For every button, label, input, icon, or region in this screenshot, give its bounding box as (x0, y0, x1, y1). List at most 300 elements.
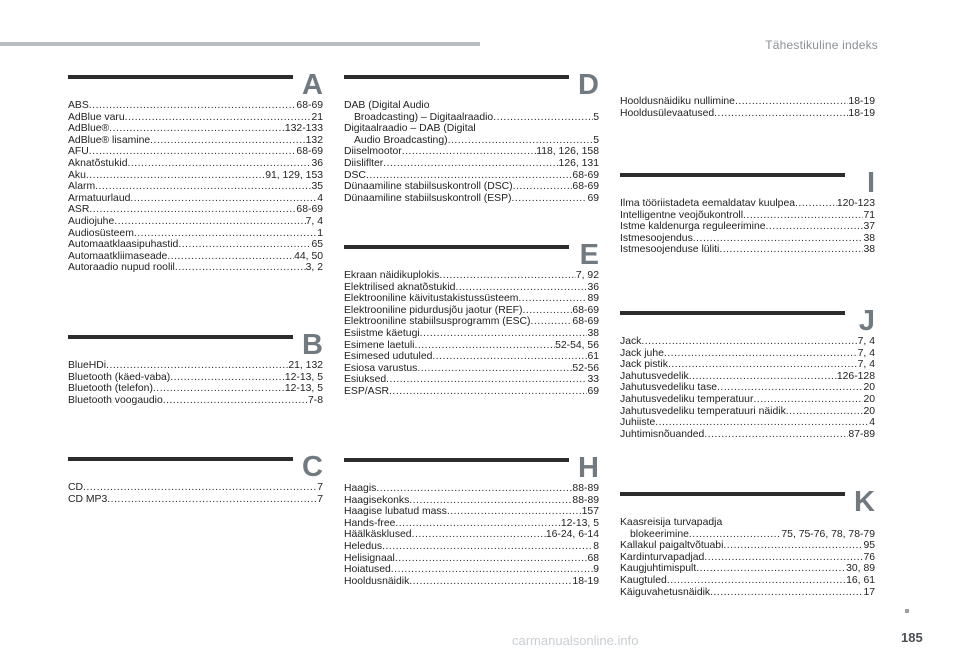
dot-leader (130, 193, 317, 205)
entry-term: Käiguvahetusnäidik (620, 586, 711, 598)
entry-term: Bluetooth (telefon) (68, 383, 153, 395)
entry-term: DAB (Digital Audio (344, 100, 430, 111)
entry-pages: 12-13, 5 (284, 383, 323, 395)
dot-leader (518, 293, 587, 305)
section-b (68, 330, 323, 406)
index-entry (344, 146, 599, 158)
index-entry (344, 506, 599, 518)
entry-term: DSC (344, 169, 366, 181)
index-entry (620, 371, 875, 383)
entry-pages: 68-69 (572, 304, 599, 316)
entry-pages: 21 (311, 111, 323, 123)
index-entry (620, 348, 875, 360)
index-entry (68, 170, 323, 182)
entry-pages: 7, 4 (857, 359, 875, 371)
entry-pages: 4 (317, 192, 323, 204)
entry-pages: 4 (869, 417, 875, 429)
entry-term: ASR (68, 204, 90, 216)
entry-pages: 18-19 (572, 575, 599, 587)
dot-leader (86, 170, 265, 182)
entry-term: Elektrooniline pidurdusjõu jaotur (REF) (344, 304, 523, 316)
section-rule (68, 335, 293, 339)
index-entry (344, 328, 599, 340)
dot-leader (689, 371, 837, 383)
page-header-title: Tähestikuline indeks (765, 38, 878, 52)
entry-term: Jack pistik (620, 359, 668, 371)
index-entry (68, 181, 323, 193)
index-entry (68, 395, 323, 407)
section-letter: K (854, 486, 875, 518)
entry-term: Esiosa varustus (344, 362, 418, 374)
section-rule (344, 75, 569, 79)
dot-leader (455, 282, 587, 294)
entry-pages: 17 (863, 586, 875, 598)
entry-term: Jack (620, 336, 642, 347)
index-entry (620, 233, 875, 245)
index-entry (620, 221, 875, 233)
entry-term: Armatuurlaud (68, 192, 131, 204)
entry-pages: 20 (863, 405, 875, 417)
section-rule (620, 311, 845, 315)
entry-pages: 18-19 (848, 96, 875, 107)
index-entry (620, 210, 875, 222)
entry-term: Alarm (68, 181, 96, 193)
section-h-continued (620, 66, 875, 119)
entry-pages: 126-128 (836, 370, 875, 382)
index-entry (620, 517, 875, 540)
entry-term: Istme kaldenurga reguleerimine (620, 221, 766, 233)
entry-pages: 38 (863, 244, 875, 256)
entry-term: Hooldusnäidik (344, 575, 410, 587)
index-entry (68, 204, 323, 216)
page-number: 185 (901, 630, 923, 645)
dot-leader (89, 146, 297, 158)
entry-term: Kallakul paigaltvõtuabi (620, 540, 724, 552)
index-entry (344, 100, 599, 123)
section-h (344, 453, 599, 587)
entry-pages: 1 (317, 227, 323, 239)
index-entry (620, 417, 875, 429)
entry-pages: 87-89 (848, 428, 875, 440)
entry-pages: 68-69 (572, 316, 599, 328)
bullet-marker (905, 609, 909, 613)
dot-leader (667, 575, 846, 587)
dot-leader (447, 506, 582, 518)
entry-pages: 68-69 (296, 100, 323, 111)
entry-pages: 7 (317, 493, 323, 505)
entry-pages: 69 (587, 192, 599, 204)
dot-leader (402, 146, 536, 158)
dot-leader (89, 100, 297, 112)
entry-pages: 21, 132 (288, 360, 323, 371)
entry-term: Jack juhe (620, 347, 664, 359)
entry-term: Haagis (344, 483, 377, 494)
dot-leader (531, 316, 573, 328)
section-letter: A (302, 69, 323, 101)
index-entry (344, 518, 599, 530)
entry-term: Jahutusvedeliku temperatuuri näidik (620, 405, 786, 417)
dot-leader (420, 328, 588, 340)
dot-leader (786, 406, 864, 418)
index-entry (344, 193, 599, 205)
index-entry (344, 386, 599, 398)
entry-pages: 12-13, 5 (560, 517, 599, 529)
entry-pages: 44, 50 (294, 250, 323, 262)
index-entry (344, 305, 599, 317)
section-a (68, 70, 323, 274)
entry-pages: 157 (581, 506, 599, 518)
entry-term: AdBlue® lisamine (68, 134, 151, 146)
entry-pages: 118, 126, 158 (536, 146, 599, 158)
index-entry (68, 262, 323, 274)
section-rule (68, 75, 293, 79)
entry-term: Bluetooth voogaudio (68, 394, 163, 406)
index-entry (68, 100, 323, 112)
dot-leader (513, 181, 573, 193)
dot-leader (714, 108, 848, 120)
entry-pages: 89 (587, 293, 599, 305)
entry-term: Elektrooniline stabiilsusprogramm (ESC) (344, 316, 531, 328)
dot-leader (376, 483, 572, 495)
section-letter: E (579, 239, 599, 271)
index-entry (620, 406, 875, 418)
index-entry (344, 351, 599, 363)
entry-term: Jahutusvedeliku temperatuur (620, 393, 754, 405)
entry-pages: 35 (311, 181, 323, 193)
index-entry (620, 540, 875, 552)
index-entry (344, 282, 599, 294)
entry-term: Häälkäsklused (344, 529, 412, 541)
entry-pages: 7, 4 (857, 336, 875, 347)
dot-leader (134, 228, 317, 240)
dot-leader (689, 529, 781, 541)
entry-term: Kaugtuled (620, 574, 667, 586)
entry-term: AFU (68, 146, 89, 158)
dot-leader (95, 181, 311, 193)
entry-term: Heledus (344, 540, 383, 552)
entry-pages: 95 (863, 540, 875, 552)
dot-leader (448, 135, 594, 147)
entry-term: Hooldusnäidiku nullimine (620, 96, 735, 107)
entry-pages: 5 (593, 134, 599, 146)
dot-leader (383, 158, 558, 170)
entry-pages: 68-69 (296, 204, 323, 216)
index-entry (68, 123, 323, 135)
section-letter: D (578, 69, 599, 101)
entry-pages: 38 (587, 327, 599, 339)
entry-pages: 75, 75-76, 78, 78-79 (781, 528, 875, 540)
entry-pages: 36 (311, 157, 323, 169)
section-rule (68, 457, 293, 461)
dot-leader (641, 336, 857, 348)
entry-term: Istmesoojenduse lüliti (620, 244, 720, 256)
index-entry (68, 193, 323, 205)
index-entry (344, 293, 599, 305)
index-entry (344, 374, 599, 386)
entry-pages: 9 (593, 564, 599, 576)
dot-leader (668, 359, 858, 371)
dot-leader (704, 429, 848, 441)
section-c (68, 452, 323, 505)
entry-term: Digitaalraadio – DAB (Digital (344, 123, 476, 135)
entry-term: CD (68, 482, 84, 493)
dot-leader (178, 239, 311, 251)
dot-leader (432, 351, 587, 363)
entry-pages: 71 (863, 209, 875, 221)
entry-term: Audiosüsteem (68, 227, 134, 239)
entry-pages: 88-89 (572, 494, 599, 506)
entry-pages: 61 (587, 351, 599, 363)
entry-term: Esimesed udutuled (344, 351, 433, 363)
index-entry (620, 359, 875, 371)
dot-leader (106, 360, 288, 372)
index-entry (620, 563, 875, 575)
dot-leader (89, 204, 296, 216)
dot-leader (795, 198, 837, 210)
dot-leader (723, 540, 863, 552)
section-rule (344, 245, 569, 249)
entry-term: Jahutusvedelik (620, 370, 689, 382)
index-entry (68, 383, 323, 395)
dot-leader (696, 563, 846, 575)
dot-leader (167, 251, 294, 263)
index-entry (620, 552, 875, 564)
index-entry (68, 158, 323, 170)
index-entry (344, 576, 599, 588)
dot-leader (693, 233, 864, 245)
entry-pages: 7, 4 (305, 215, 323, 227)
index-entry (344, 553, 599, 565)
dot-leader (522, 305, 572, 317)
index-entry (620, 198, 875, 210)
entry-pages: 68-69 (572, 181, 599, 193)
entry-term: Juhiiste (620, 417, 656, 429)
section-rule (620, 492, 845, 496)
entry-term: Dünaamiline stabiilsuskontroll (DSC) (344, 181, 513, 193)
section-letter: C (302, 451, 323, 483)
index-entry (620, 394, 875, 406)
entry-pages: 91, 129, 153 (265, 169, 323, 181)
entry-term: Elektrooniline käivitustakistussüsteem (344, 293, 519, 305)
entry-term: Kardinturvapadjad (620, 551, 705, 563)
entry-term: Juhtimisnõuanded (620, 428, 705, 440)
entry-term: Ekraan näidikuplokis (344, 270, 440, 281)
entry-term: Kaugjuhtimispult (620, 563, 697, 575)
index-entry (68, 494, 323, 506)
dot-leader (414, 340, 555, 352)
dot-leader (389, 386, 587, 398)
entry-pages: 7 (317, 482, 323, 493)
dot-leader (743, 210, 863, 222)
entry-term: Jahutusvedeliku tase (620, 382, 718, 394)
index-entry (68, 146, 323, 158)
entry-pages: 16, 61 (846, 574, 875, 586)
index-entry (344, 158, 599, 170)
dot-leader (511, 193, 587, 205)
dot-leader (109, 123, 285, 135)
entry-pages: 7-8 (307, 394, 323, 406)
section-letter: I (866, 167, 875, 199)
dot-leader (412, 529, 546, 541)
entry-pages: 7, 4 (857, 347, 875, 359)
dot-leader (163, 395, 308, 407)
entry-pages: 20 (863, 393, 875, 405)
entry-term: Audiojuhe (68, 215, 115, 227)
dot-leader (719, 244, 863, 256)
entry-term-continued: Broadcasting) – Digitaalraadio (354, 111, 494, 123)
dot-leader (655, 417, 869, 429)
entry-term: Istmesoojendus (620, 232, 693, 244)
entry-pages: 37 (863, 221, 875, 233)
dot-leader (114, 216, 305, 228)
dot-leader (704, 552, 863, 564)
entry-pages: 18-19 (848, 107, 875, 119)
entry-term: Aknatõstukid (68, 157, 128, 169)
index-entry (68, 135, 323, 147)
section-letter: J (858, 305, 875, 337)
entry-pages: 20 (863, 382, 875, 394)
dot-leader (153, 383, 285, 395)
section-rule (344, 458, 569, 462)
section-rule (620, 173, 845, 177)
index-entry (68, 228, 323, 240)
entry-pages: 88-89 (572, 483, 599, 494)
index-entry (620, 108, 875, 120)
index-entry (344, 483, 599, 495)
entry-term: CD MP3 (68, 493, 108, 505)
entry-pages: 69 (587, 385, 599, 397)
dot-leader (366, 170, 572, 182)
entry-term: AdBlue varu (68, 111, 125, 123)
entry-term: AdBlue® (68, 123, 110, 135)
entry-term: Hands-free (344, 517, 396, 529)
entry-term: Helisignaal (344, 552, 395, 564)
entry-term: Hooldusülevaatused (620, 107, 715, 119)
dot-leader (417, 363, 572, 375)
entry-term: BlueHDi (68, 360, 107, 371)
section-i (620, 168, 875, 256)
entry-term: Dünaamiline stabiilsuskontroll (ESP) (344, 192, 512, 204)
dot-leader (382, 541, 593, 553)
index-entry (344, 170, 599, 182)
entry-pages: 8 (593, 540, 599, 552)
index-entry (344, 495, 599, 507)
entry-term: ABS (68, 100, 89, 111)
dot-leader (170, 372, 285, 384)
dot-leader (409, 576, 572, 588)
entry-pages: 7, 92 (575, 270, 599, 281)
entry-term: Haagisekonks (344, 494, 410, 506)
index-entry (68, 251, 323, 263)
entry-pages: 65 (311, 239, 323, 251)
entry-term-continued: Audio Broadcasting) (354, 134, 448, 146)
entry-term: Hoiatused (344, 564, 391, 576)
section-j (620, 306, 875, 440)
entry-pages: 68-69 (296, 146, 323, 158)
entry-pages: 36 (587, 281, 599, 293)
entry-pages: 33 (587, 374, 599, 386)
entry-pages: 5 (593, 111, 599, 123)
dot-leader (150, 135, 305, 147)
entry-term: Automaatklaasipuhastid (68, 239, 179, 251)
section-letter: H (578, 452, 599, 484)
entry-pages: 52-56 (572, 362, 599, 374)
entry-pages: 126, 131 (558, 157, 599, 169)
entry-pages: 68 (587, 552, 599, 564)
dot-leader (710, 587, 863, 599)
index-entry (344, 270, 599, 282)
watermark: carmanualsonline.info (512, 633, 639, 648)
index-entry (68, 482, 323, 494)
entry-pages: 132-133 (284, 123, 323, 135)
dot-leader (128, 158, 312, 170)
entry-pages: 12-13, 5 (284, 371, 323, 383)
entry-term: Elektrilised aknatõstukid (344, 281, 456, 293)
index-entry (344, 529, 599, 541)
index-entry (620, 575, 875, 587)
section-e (344, 240, 599, 398)
dot-leader (735, 96, 848, 108)
entry-term: Autoraadio nupud roolil (68, 262, 175, 274)
entry-pages: 38 (863, 232, 875, 244)
dot-leader (175, 262, 306, 274)
entry-term-continued: blokeerimine (630, 528, 689, 540)
section-d (344, 70, 599, 204)
index-entry (68, 216, 323, 228)
entry-pages: 52-54, 56 (555, 339, 599, 351)
index-entry (344, 541, 599, 553)
index-entry (68, 360, 323, 372)
entry-term: Ilma tööriistadeta eemaldatav kuulpea (620, 198, 796, 209)
dot-leader (664, 348, 858, 360)
entry-term: Automaatkliimaseade (68, 250, 168, 262)
entry-term: Intelligentne veojõukontroll (620, 209, 744, 221)
entry-term: Diiselmootor (344, 146, 402, 158)
dot-leader (493, 112, 593, 124)
index-entry (620, 382, 875, 394)
entry-pages: 120-123 (836, 198, 875, 209)
dot-leader (386, 374, 587, 386)
index-entry (344, 564, 599, 576)
dot-leader (395, 553, 588, 565)
index-entry (620, 587, 875, 599)
index-entry (344, 340, 599, 352)
entry-pages: 68-69 (572, 169, 599, 181)
entry-term: Haagise lubatud mass (344, 506, 447, 518)
index-entry (68, 112, 323, 124)
entry-term: Aku (68, 169, 86, 181)
entry-term: Bluetooth (käed-vaba) (68, 371, 171, 383)
index-entry (68, 372, 323, 384)
entry-term: Esiistme käetugi (344, 327, 420, 339)
dot-leader (107, 494, 317, 506)
dot-leader (766, 221, 864, 233)
entry-term: Esimene laetuli (344, 339, 415, 351)
entry-pages: 16-24, 6-14 (545, 529, 599, 541)
dot-leader (391, 564, 593, 576)
dot-leader (439, 270, 576, 282)
dot-leader (125, 112, 312, 124)
entry-term: ESP/ASR (344, 385, 390, 397)
entry-term: Esiuksed (344, 374, 387, 386)
entry-pages: 76 (863, 551, 875, 563)
index-entry (344, 123, 599, 146)
index-entry (620, 244, 875, 256)
section-k (620, 487, 875, 598)
dot-leader (395, 518, 560, 530)
index-entry (344, 363, 599, 375)
header-bar (0, 42, 480, 46)
